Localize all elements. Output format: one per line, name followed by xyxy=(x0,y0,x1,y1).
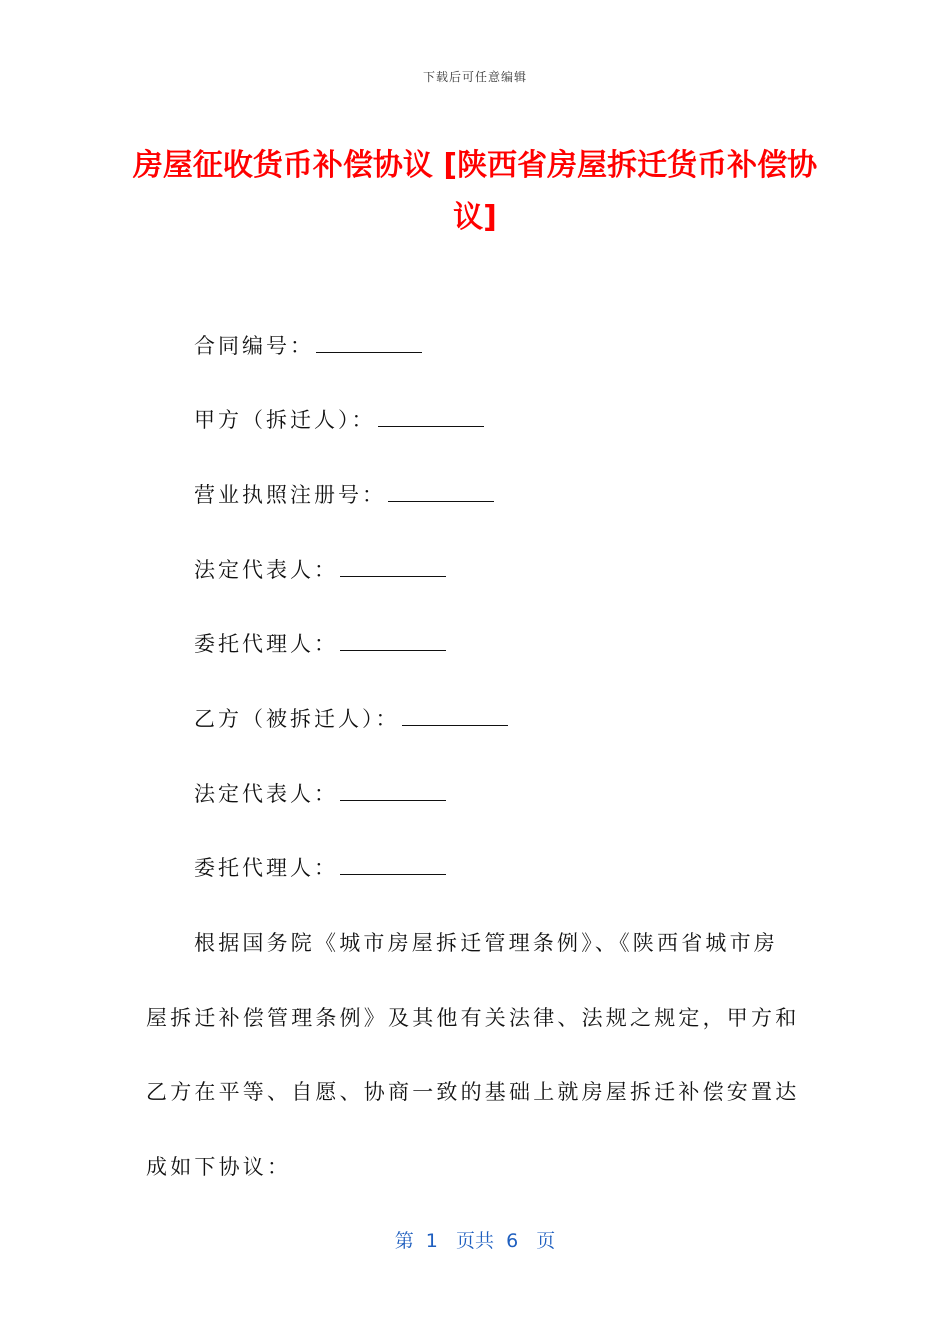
field-label: 乙方（被拆迁人）： xyxy=(194,707,400,731)
blank-line xyxy=(388,483,494,502)
paragraph-line: 屋拆迁补偿管理条例》及其他有关法律、法规之规定，甲方和 xyxy=(146,1006,800,1030)
field-agent-b xyxy=(194,852,446,882)
blank-line xyxy=(340,782,446,801)
blank-line xyxy=(340,856,446,875)
field-label: 合同编号： xyxy=(194,334,314,358)
field-legal-representative-a xyxy=(194,554,446,584)
field-contract-number xyxy=(194,330,422,360)
field-agent-a xyxy=(194,628,446,658)
paragraph-line: 成如下协议： xyxy=(146,1155,292,1179)
field-label: 法定代表人： xyxy=(194,558,338,582)
field-business-license xyxy=(194,479,494,509)
page-number-footer: 第 1 页共 6 页 xyxy=(394,1230,556,1252)
document-title: 房屋征收货币补偿协议 [陕西省房屋拆迁货币补偿协议] xyxy=(132,148,818,235)
field-party-b xyxy=(194,703,508,733)
field-legal-representative-b xyxy=(194,778,446,808)
field-label: 法定代表人： xyxy=(194,782,338,806)
field-label: 委托代理人： xyxy=(194,632,338,656)
blank-line xyxy=(316,334,422,353)
field-label: 甲方（拆迁人）： xyxy=(194,408,376,432)
paragraph-line: 乙方在平等、自愿、协商一致的基础上就房屋拆迁补偿安置达 xyxy=(146,1080,800,1104)
blank-line xyxy=(378,408,484,427)
blank-line xyxy=(340,558,446,577)
header-note: 下载后可任意编辑 xyxy=(422,70,527,84)
field-party-a xyxy=(194,404,484,434)
blank-line xyxy=(340,632,446,651)
field-label: 委托代理人： xyxy=(194,856,338,880)
blank-line xyxy=(402,707,508,726)
paragraph-line: 根据国务院《城市房屋拆迁管理条例》、《陕西省城市房 xyxy=(194,931,778,955)
field-label: 营业执照注册号： xyxy=(194,483,386,507)
